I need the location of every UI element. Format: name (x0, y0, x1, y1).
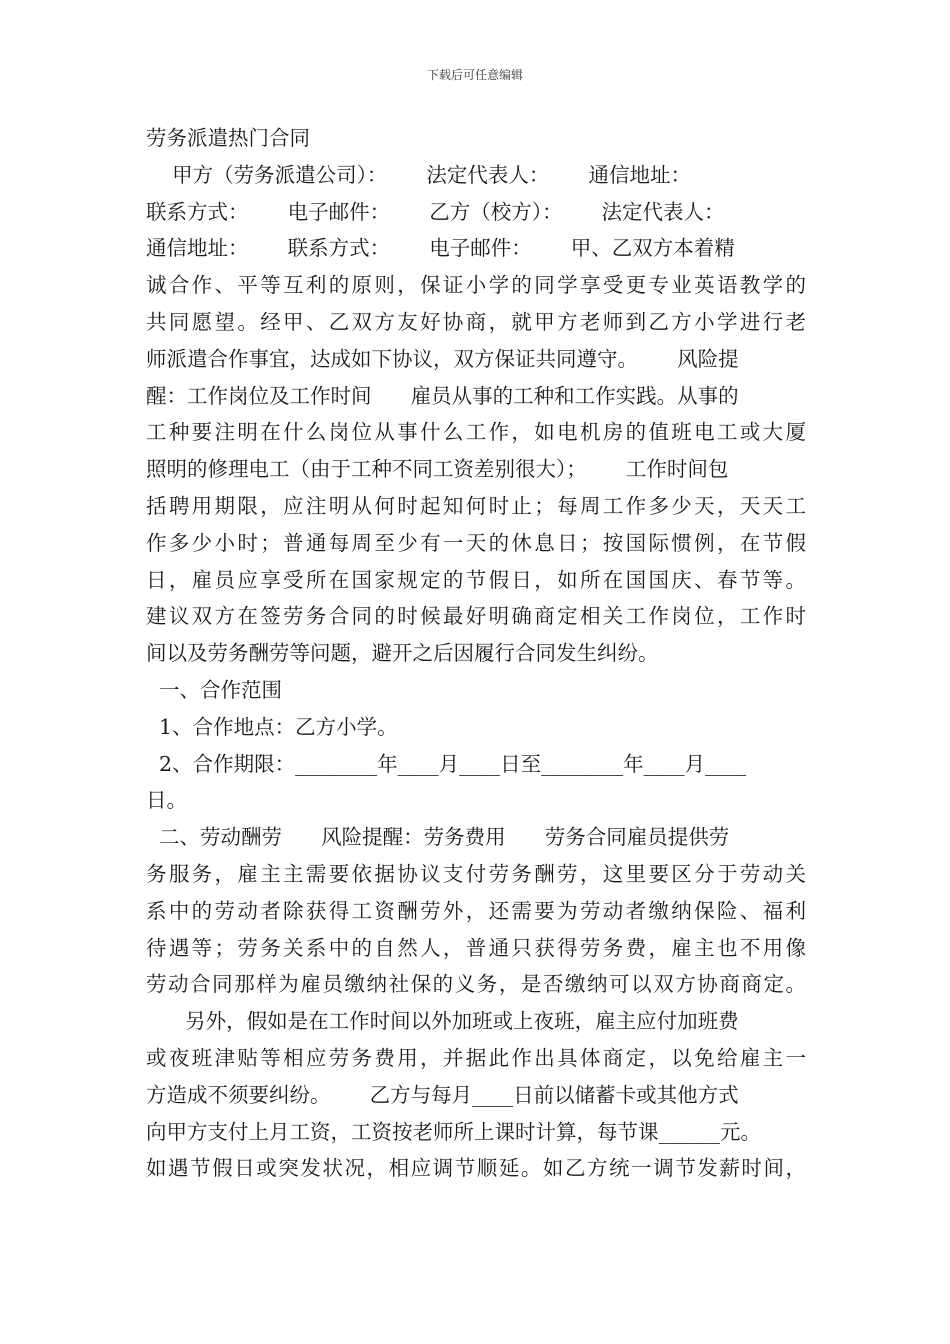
text-line: 醒：工作岗位及工作时间 雇员从事的工种和工作实践。从事的 (146, 383, 739, 408)
text-line: 联系方式： 电子邮件： 乙方（校方）： 法定代表人： (146, 199, 725, 224)
text-line: 一、合作范围 (146, 677, 283, 702)
text-line: 方造成不须要纠纷。 乙方与每月____日前以储蓄卡或其他方式 (146, 1082, 739, 1107)
document-title: 劳务派遣热门合同 (146, 126, 310, 150)
text-line: 甲方（劳务派遣公司）： 法定代表人： 通信地址： (146, 162, 692, 187)
text-line: 1、合作地点：乙方小学。 (146, 714, 398, 739)
text-line: 另外，假如是在工作时间以外加班或上夜班，雇主应付加班费 (146, 1009, 739, 1034)
text-line: 工种要注明在什么岗位从事什么工作，如电机房的值班电工或大厦 (146, 420, 806, 445)
text-line: 间以及劳务酬劳等问题，避开之后因履行合同发生纠纷。 (146, 641, 659, 666)
text-line: 括聘用期限，应注明从何时起知何时止；每周工作多少天，天天工 (146, 493, 806, 518)
text-line: 共同愿望。经甲、乙双方友好协商，就甲方老师到乙方小学进行老 (146, 309, 806, 334)
text-line: 通信地址： 联系方式： 电子邮件： 甲、乙双方本着精 (146, 236, 735, 261)
text-line: 诚合作、平等互利的原则，保证小学的同学享受更专业英语教学的 (146, 273, 806, 298)
text-line: 建议双方在签劳务合同的时候最好明确商定相关工作岗位，工作时 (146, 604, 806, 629)
text-line: 系中的劳动者除获得工资酬劳外，还需要为劳动者缴纳保险、福利 (146, 898, 806, 923)
text-line: 或夜班津贴等相应劳务费用，并据此作出具体商定，以免给雇主一 (146, 1045, 806, 1070)
text-line: 劳动合同那样为雇员缴纳社保的义务，是否缴纳可以双方协商商定。 (146, 972, 806, 997)
text-line: 向甲方支付上月工资，工资按老师所上课时计算，每节课______元。 (146, 1119, 761, 1144)
header-note: 下载后可任意编辑 (426, 68, 523, 82)
text-line: 照明的修理电工（由于工种不同工资差别很大）； 工作时间包 (146, 457, 729, 482)
text-line: 待遇等；劳务关系中的自然人，普通只获得劳务费，雇主也不用像 (146, 935, 806, 960)
text-line: 二、劳动酬劳 风险提醒：劳务费用 劳务合同雇员提供劳 (146, 825, 730, 850)
text-line: 如遇节假日或突发状况，相应调节顺延。如乙方统一调节发薪时间， (146, 1156, 806, 1181)
text-line: 日，雇员应享受所在国家规定的节假日，如所在国国庆、春节等。 (146, 567, 806, 592)
contract-body (146, 120, 806, 1187)
text-line: 师派遣合作事宜，达成如下协议，双方保证共同遵守。 风险提 (146, 346, 739, 371)
text-line: 务服务，雇主主需要依据协议支付劳务酬劳，这里要区分于劳动关 (146, 861, 806, 886)
text-line: 2、合作期限：________年____月____日至________年____月____ (146, 751, 747, 776)
text-line: 日。 (146, 788, 187, 813)
text-line: 作多少小时；普通每周至少有一天的休息日；按国际惯例，在节假 (146, 530, 806, 555)
